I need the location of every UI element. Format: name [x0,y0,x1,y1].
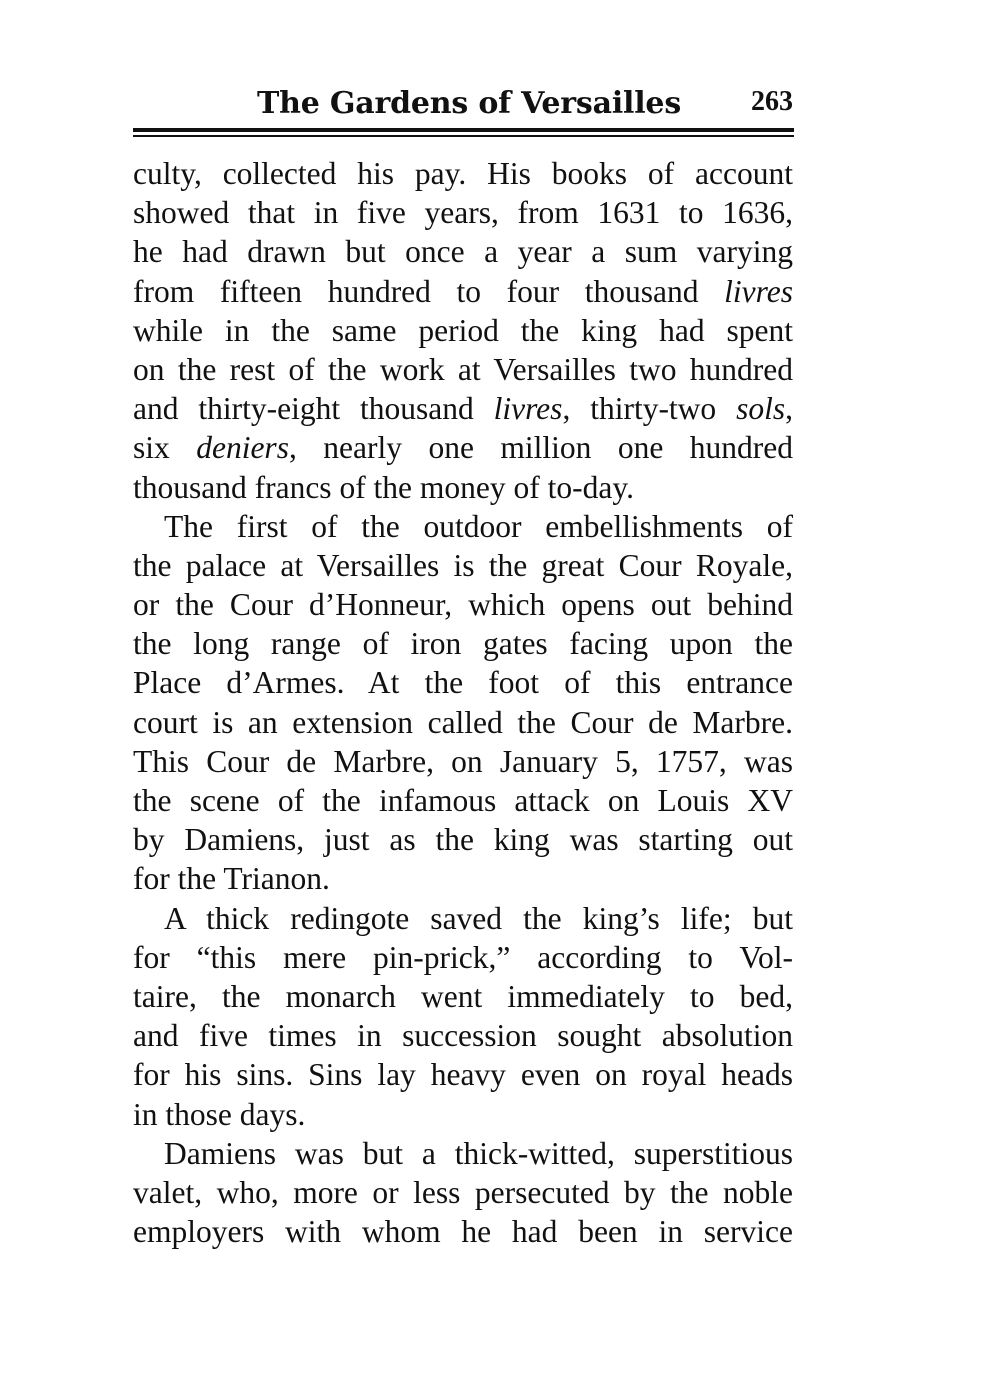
italic-word: sols [736,391,786,427]
text-line: the scene of the infamous attack on Louis XV [133,783,793,818]
text-line: court is an extension called the Cour de Marbre. [133,704,793,740]
text-line: culty, collected his pay. His books of account [133,156,793,191]
text-line: while in the same period the king had spent [133,312,793,348]
page-number: 263 [751,86,793,117]
italic-word: deniers [196,430,289,466]
text-line: by Damiens, just as the king was starting out [133,822,793,858]
text-line: and five times in succession sought absolution [133,1018,793,1054]
paragraph-2 [133,507,793,899]
text-run: from fifteen hundred to four thousand [133,273,725,309]
text-line [133,428,793,467]
body-text [133,154,793,1251]
text-run: , thirty-two [562,391,737,427]
header-rule-thin [133,135,794,137]
italic-word: livres [724,273,793,309]
paragraph-3 [133,899,793,1134]
text-line: The first of the outdoor embellishments of [164,508,793,544]
header-rule-thick [133,128,794,132]
text-line: employers with whom he had been in service [133,1214,793,1250]
text-line: the long range of iron gates facing upon the [133,626,793,662]
text-line: This Cour de Marbre, on January 5, 1757, was [133,743,793,779]
text-line: in those days. [133,1096,306,1132]
running-title: The Gardens of Versailles [257,86,682,121]
text-line: for “this mere pin-prick,” according to Vol- [133,939,793,975]
text-line: he had drawn but once a year a sum varying [133,234,793,270]
text-run: six [133,430,197,466]
italic-word: livres [493,391,563,427]
paragraph-4 [133,1134,793,1252]
text-line [133,272,793,311]
text-line: taire, the monarch went immediately to bed, [133,978,793,1014]
text-line: or the Cour d’Honneur, which opens out behind [133,587,793,623]
text-line: on the rest of the work at Versailles two hundred [133,351,793,387]
text-run: , [785,391,793,427]
text-line: thousand francs of the money of to-day. [133,469,634,505]
text-run: , nearly one million one hundred [288,430,793,466]
text-line: A thick redingote saved the king’s life; but [164,900,793,936]
text-line: Damiens was but a thick-witted, superstitious [164,1135,793,1171]
text-line: Place d’Armes. At the foot of this entrance [133,665,793,701]
text-line: for the Trianon. [133,861,330,897]
paragraph-1 [133,154,793,507]
text-line: valet, who, more or less persecuted by the noble [133,1174,793,1210]
text-line: for his sins. Sins lay heavy even on royal heads [133,1057,793,1093]
text-line: the palace at Versailles is the great Cour Royale, [133,547,793,583]
text-run: and thirty-eight thousand [133,391,494,427]
running-head [133,82,793,126]
text-line: showed that in five years, from 1631 to 1636, [133,195,793,231]
text-line [133,389,793,428]
